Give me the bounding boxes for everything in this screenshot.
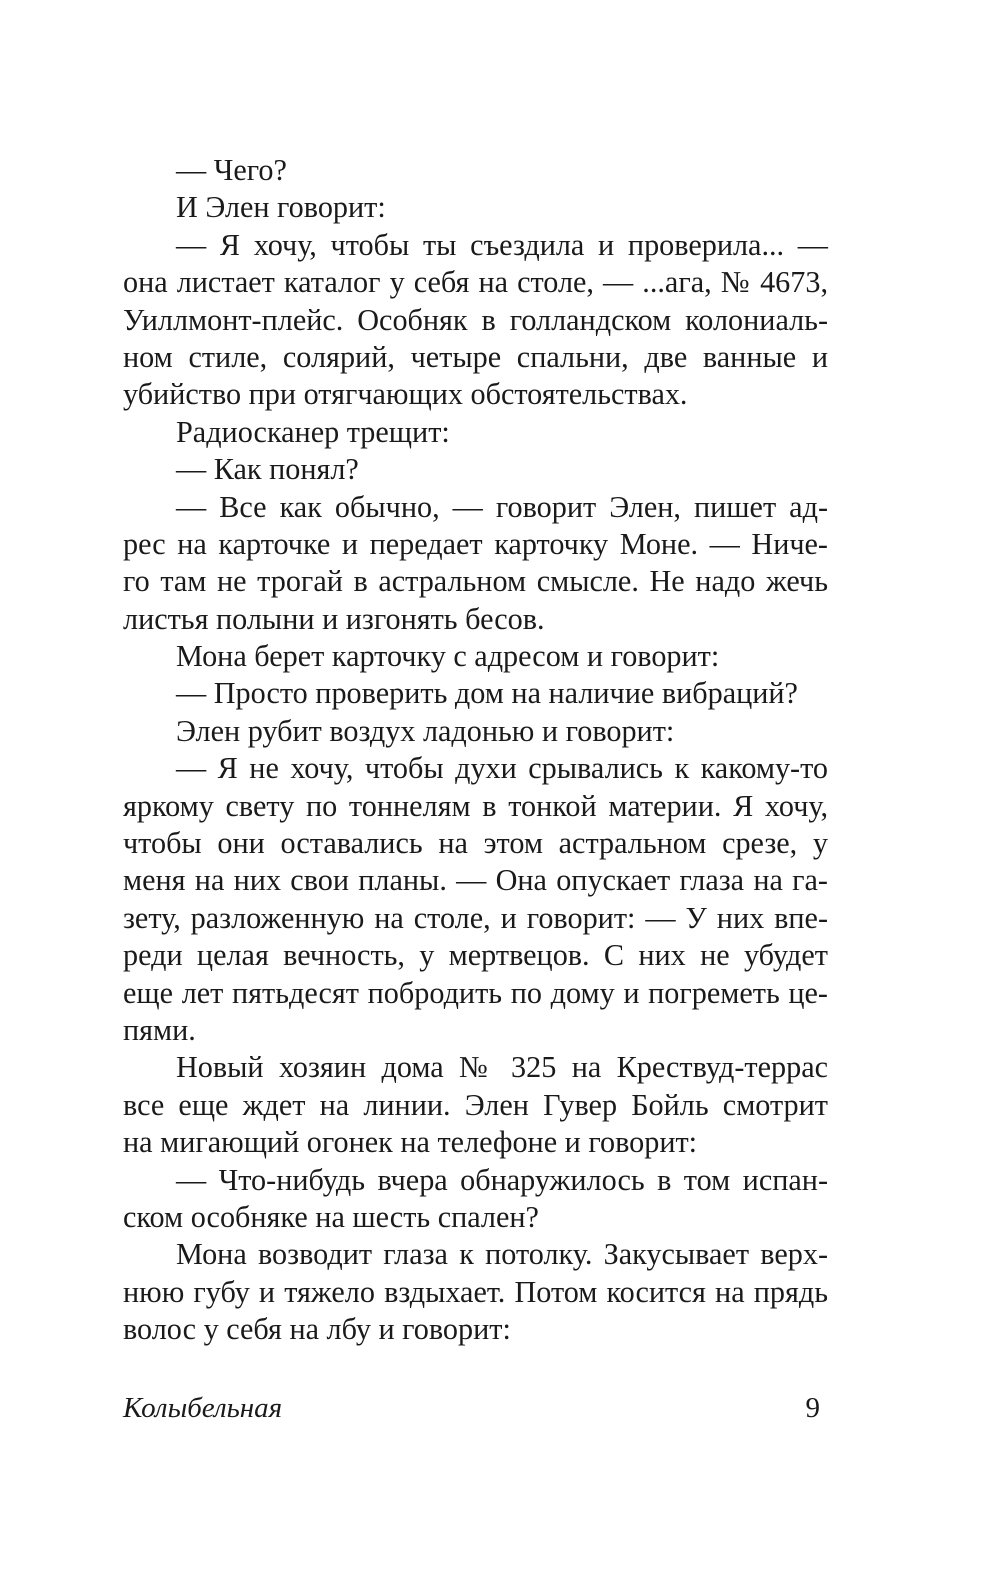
text-line: волос у себя на лбу и говорит: xyxy=(123,1312,511,1347)
text-line: — Как понял? xyxy=(176,452,359,487)
text-line: зету, разложенную на столе, и говорит: — У них впе- xyxy=(123,900,828,935)
text-line: пями. xyxy=(123,1012,196,1047)
text-line: меня на них свои планы. — Она опускает глаза на га- xyxy=(123,863,828,898)
text-line: И Элен говорит: xyxy=(176,190,386,225)
text-line: — Я не хочу, чтобы духи срывались к какому-то xyxy=(176,751,828,786)
text-line: — Все как обычно, — говорит Элен, пишет ад- xyxy=(176,489,828,524)
text-line: Новый хозяин дома № 325 на Крествуд-террас xyxy=(176,1050,828,1085)
text-line: убийство при отягчающих обстоятельствах. xyxy=(123,377,688,412)
text-line: Элен рубит воздух ладонью и говорит: xyxy=(176,713,675,748)
text-line: Радиосканер трещит: xyxy=(176,414,450,449)
text-line: — Чего? xyxy=(176,153,287,187)
text-line: чтобы они оставались на этом астральном срезе, у xyxy=(123,826,828,861)
text-line: го там не трогай в астральном смысле. Не надо жечь xyxy=(123,564,828,599)
page-footer xyxy=(123,1388,828,1428)
page-number: 9 xyxy=(805,1392,820,1424)
text-line: листья полыни и изгонять бесов. xyxy=(123,601,545,636)
text-line: — Что-нибудь вчера обнаружилось в том испан- xyxy=(176,1162,828,1197)
text-line: Уиллмонт-плейс. Особняк в голландском колониаль- xyxy=(123,302,828,337)
page-body xyxy=(123,152,828,1532)
text-line: она листает каталог у себя на столе, — ...ага, № 4673, xyxy=(123,265,828,300)
text-line: ском особняке на шесть спален? xyxy=(123,1199,539,1234)
text-line: ном стиле, солярий, четыре спальни, две ванные и xyxy=(123,339,828,374)
text-line: реди целая вечность, у мертвецов. С них не убудет xyxy=(123,938,828,973)
text-line: Мона возводит глаза к потолку. Закусывает верх- xyxy=(176,1237,828,1272)
text-line: яркому свету по тоннелям в тонкой материи. Я хочу, xyxy=(123,788,828,823)
text-line: еще лет пятьдесят побродить по дому и погреметь це- xyxy=(123,975,828,1010)
text-line: на мигающий огонек на телефоне и говорит: xyxy=(123,1125,698,1160)
text-line: Мона берет карточку с адресом и говорит: xyxy=(176,639,720,674)
text-line: — Я хочу, чтобы ты съездила и проверила... — xyxy=(176,227,828,262)
text-line: все еще ждет на линии. Элен Гувер Бойль смотрит xyxy=(123,1087,828,1122)
text-line: — Просто проверить дом на наличие вибраций? xyxy=(176,676,798,711)
text-line: нюю губу и тяжело вздыхает. Потом косится на прядь xyxy=(123,1274,828,1309)
text-line: рес на карточке и передает карточку Моне. — Ниче- xyxy=(123,526,828,561)
running-title: Колыбельная xyxy=(123,1392,283,1424)
